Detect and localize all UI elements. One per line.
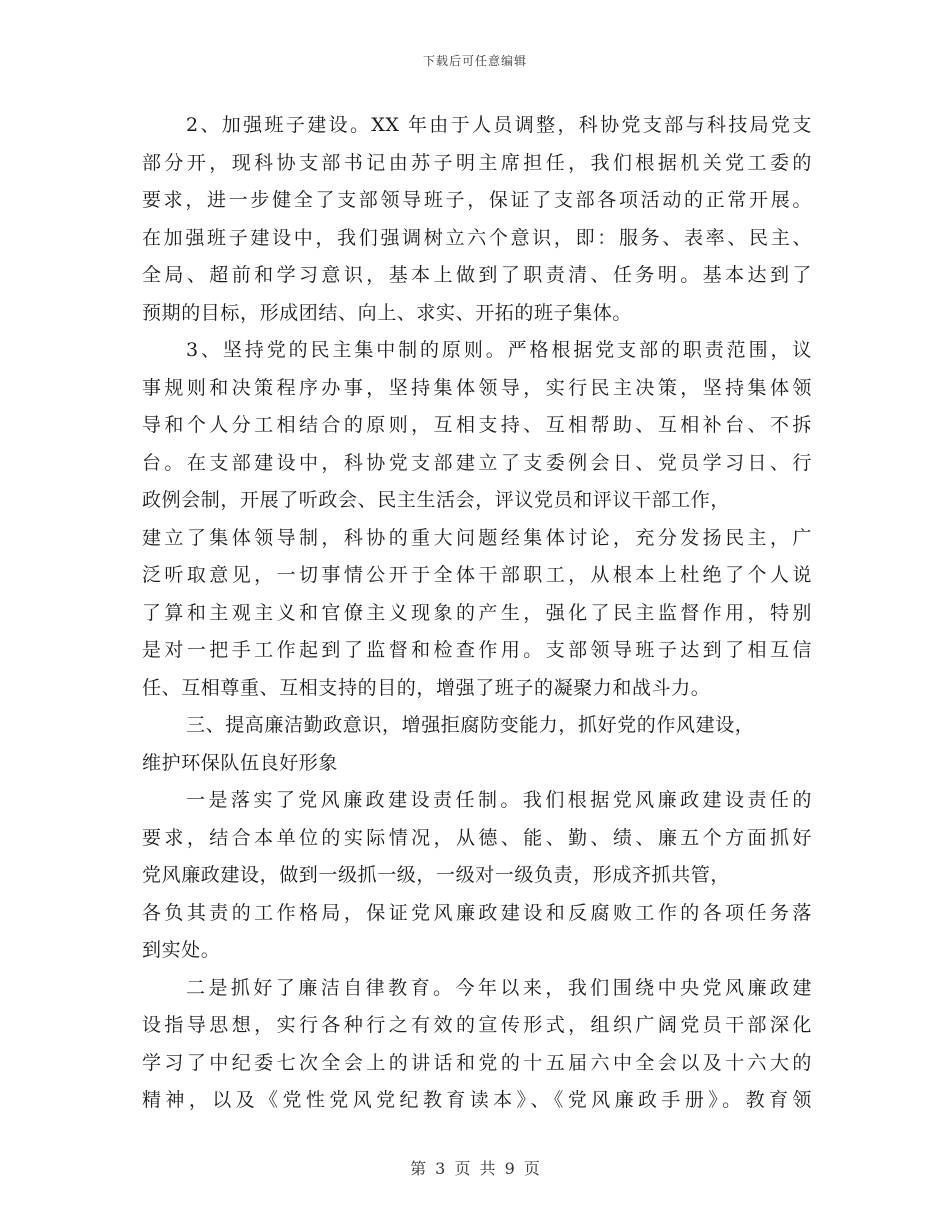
text-line: 部分开，现科协支部书记由苏子明主席担任，我们根据机关党工委的 <box>142 151 812 174</box>
text-line: 泛听取意见，一切事情公开于全体干部职工，从根本上杜绝了个人说 <box>142 564 812 586</box>
text-line: 精神，以及《党性党风党纪教育读本》、《党风廉政手册》。教育领 <box>142 1089 812 1111</box>
text-line: 学习了中纪委七次全会上的讲话和党的十五届六中全会以及十六大的 <box>142 1051 812 1074</box>
text-line: 建立了集体领导制，科协的重大问题经集体讨论，充分发扬民主，广 <box>142 526 812 549</box>
text-line: 导和个人分工相结合的原则，互相支持、互相帮助、互相补台、不拆 <box>142 414 812 436</box>
text-line: 二是抓好了廉洁自律教育。今年以来，我们围绕中央党风廉政建 <box>186 976 812 999</box>
text-line: 政例会制，开展了听政会、民主生活会，评议党员和评议干部工作， <box>142 489 731 511</box>
text-line: 一是落实了党风廉政建设责任制。我们根据党风廉政建设责任的 <box>186 789 812 811</box>
text-line: 全局、超前和学习意识，基本上做到了职责清、任务明。基本达到了 <box>142 264 812 286</box>
section-heading-line: 三、提高廉洁勤政意识，增强拒腐防变能力，抓好党的作风建设， <box>186 714 755 736</box>
text-line: 设指导思想，实行各种行之有效的宣传形式，组织广阔党员干部深化 <box>142 1014 812 1036</box>
text-line: 任、互相尊重、互相支持的目的，增强了班子的凝聚力和战斗力。 <box>142 676 711 699</box>
text-line: 3、坚持党的民主集中制的原则。严格根据党支部的职责范围，议 <box>186 339 812 361</box>
text-line: 要求，进一步健全了支部领导班子，保证了支部各项活动的正常开展。 <box>142 189 812 211</box>
page-number-footer: 第 3 页 共 9 页 <box>410 1159 540 1178</box>
text-line: 台。在支部建设中，科协党支部建立了支委例会日、党员学习日、行 <box>142 451 812 474</box>
text-line: 到实处。 <box>142 939 221 961</box>
text-line: 各负其责的工作格局，保证党风廉政建设和反腐败工作的各项任务落 <box>142 901 812 924</box>
text-line: 了算和主观主义和官僚主义现象的产生，强化了民主监督作用，特别 <box>142 601 812 624</box>
page-header-note: 下载后可任意编辑 <box>422 54 527 68</box>
text-line: 要求，结合本单位的实际情况，从德、能、勤、绩、廉五个方面抓好 <box>142 826 812 849</box>
text-line: 事规则和决策程序办事，坚持集体领导，实行民主决策，坚持集体领 <box>142 376 812 399</box>
section-heading-line: 维护环保队伍良好形象 <box>142 751 339 774</box>
text-line: 是对一把手工作起到了监督和检查作用。支部领导班子达到了相互信 <box>142 639 812 661</box>
text-line: 在加强班子建设中，我们强调树立六个意识，即：服务、表率、民主、 <box>142 226 812 249</box>
text-line: 党风廉政建设，做到一级抓一级，一级对一级负责，形成齐抓共管， <box>142 864 731 886</box>
document-body <box>142 107 812 1120</box>
text-line: 2、加强班子建设。XX 年由于人员调整，科协党支部与科技局党支 <box>186 114 812 136</box>
text-line: 预期的目标，形成团结、向上、求实、开拓的班子集体。 <box>142 301 633 324</box>
